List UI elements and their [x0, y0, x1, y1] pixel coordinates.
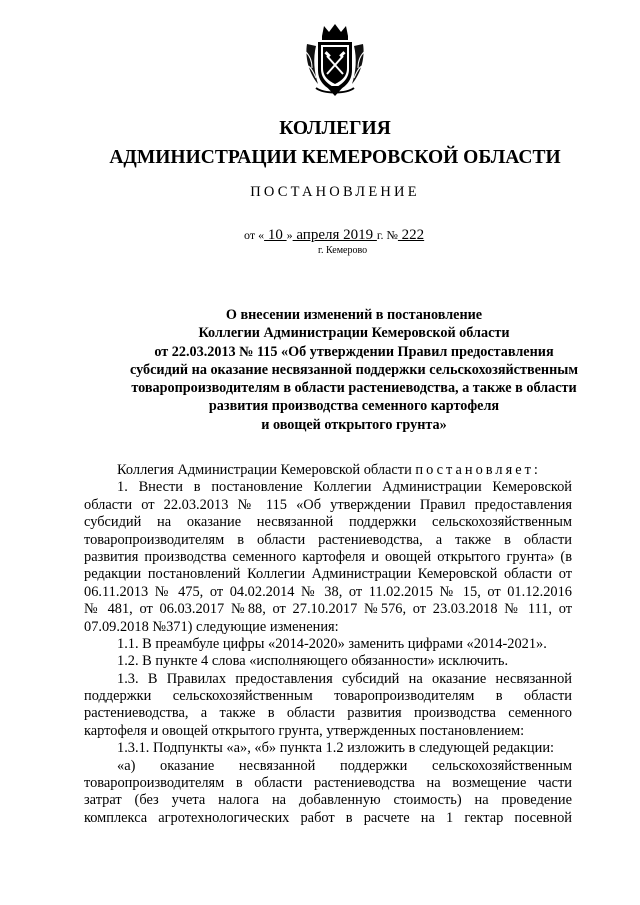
- paragraph-1-3-1: 1.3.1. Подпункты «а», «б» пункта 1.2 изложить в следующей редакции:: [117, 740, 555, 757]
- date-line: [244, 227, 424, 244]
- title-line: от 22.03.2013 № 115 «Об утверждении Правил предоставления: [154, 343, 554, 360]
- organization-name-line1: КОЛЛЕГИЯ: [279, 118, 391, 139]
- paragraph-1-3-line: картофеля и овощей открытого грунта, утвержденных постановлением:: [84, 722, 525, 739]
- title-line: товаропроизводителям в области растениеводства, а также в области: [131, 380, 577, 397]
- document-type: ПОСТАНОВЛЕНИЕ: [250, 184, 420, 200]
- paragraph-1-1: 1.1. В преамбуле цифры «2014-2020» заменить цифрами «2014-2021».: [117, 635, 547, 652]
- date-close-quote: »: [286, 228, 293, 242]
- paragraph-1-line: 06.11.2013 № 475, от 04.02.2014 № 38, от 11.02.2015 № 15, от 01.12.2016: [84, 583, 572, 600]
- subparagraph-a-line: «а) оказание несвязанной поддержки сельскохозяйственным: [117, 757, 572, 774]
- document-title: [110, 306, 598, 434]
- document-body: [84, 462, 572, 827]
- intro-paragraph: [84, 462, 572, 479]
- title-line: развития производства семенного картофеля: [208, 398, 500, 415]
- paragraph-1-line: № 481, от 06.03.2017 №88, от 27.10.2017 №576, от 23.03.2018 № 111, от: [84, 601, 572, 618]
- number-label: №: [386, 228, 398, 242]
- date-year-suffix: г.: [376, 228, 384, 242]
- title-line: О внесении изменений в постановление: [225, 307, 483, 323]
- paragraph-1-line: субсидий на оказание несвязанной поддержки сельскохозяйственным: [84, 514, 572, 531]
- subparagraph-a-line: затрат (без учета налога на добавленную стоимость) на проведение: [84, 792, 572, 809]
- paragraph-1-line: товаропроизводителям в области растениеводства, а также в области: [84, 531, 572, 548]
- paragraph-1-3-line: растениеводства, а также в области развития производства семенного: [84, 705, 572, 722]
- paragraph-1-3-line: 1.3. В Правилах предоставления субсидий на оказание несвязанной: [117, 670, 572, 687]
- paragraph-1-line: редакции постановлений Коллегии Администрации Кемеровской области от: [84, 566, 572, 583]
- title-line: и овощей открытого грунта»: [261, 416, 447, 433]
- subparagraph-a-line: товаропроизводителям в области растениеводства на возмещение части: [84, 775, 572, 792]
- date-day: 10: [264, 227, 287, 243]
- coat-of-arms-emblem: [304, 22, 366, 100]
- date-month-year: апреля 2019: [292, 227, 377, 243]
- paragraph-1-line: области от 22.03.2013 № 115 «Об утверждении Правил предоставления: [84, 496, 572, 513]
- city: г. Кемерово: [318, 245, 368, 256]
- paragraph-1-line: 07.09.2018 №371) следующие изменения:: [84, 618, 339, 635]
- intro-verb: постановляет:: [415, 462, 541, 478]
- date-prefix: от: [244, 228, 256, 242]
- paragraph-1-2: 1.2. В пункте 4 слова «исполняющего обязанности» исключить.: [117, 653, 509, 670]
- date-open-quote: «: [258, 228, 265, 242]
- subparagraph-a-line: комплекса агротехнологических работ в расчете на 1 гектар посевной: [84, 809, 572, 826]
- paragraph-1-line: 1. Внести в постановление Коллегии Администрации Кемеровской: [117, 479, 572, 496]
- paragraph-1-line: развития производства семенного картофеля и овощей открытого грунта» (в: [84, 548, 572, 565]
- title-line: субсидий на оказание несвязанной поддержки сельскохозяйственным: [129, 361, 578, 378]
- title-line: Коллегии Администрации Кемеровской области: [198, 325, 510, 342]
- paragraph-1-3-line: поддержки сельскохозяйственным товаропроизводителям в области: [84, 688, 572, 705]
- intro-text: Коллегия Администрации Кемеровской области: [117, 462, 412, 478]
- document-number: 222: [397, 227, 425, 243]
- organization-name-line2: АДМИНИСТРАЦИИ КЕМЕРОВСКОЙ ОБЛАСТИ: [109, 147, 561, 168]
